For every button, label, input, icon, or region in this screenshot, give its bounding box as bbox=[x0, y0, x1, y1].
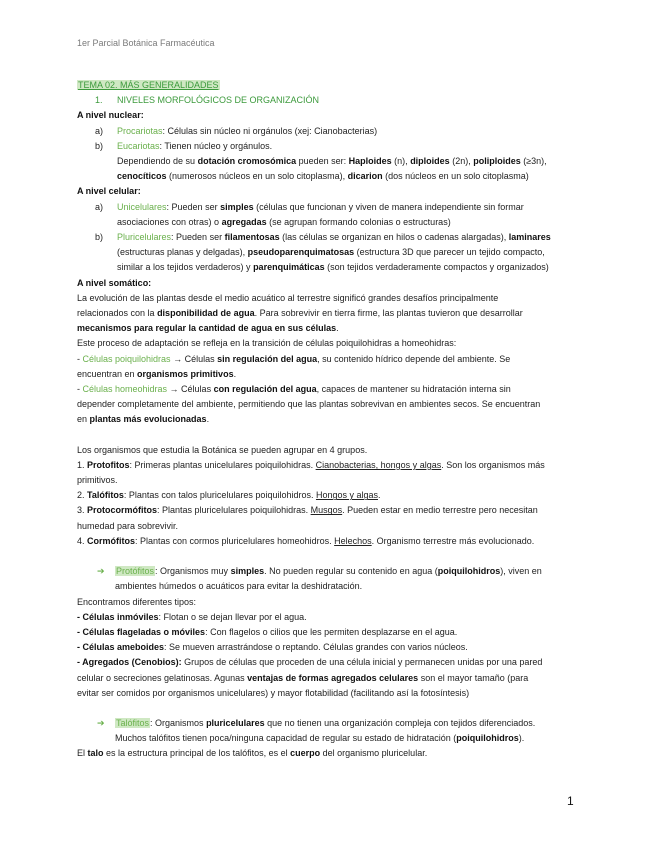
bold-text: poliploides bbox=[473, 156, 521, 167]
text: : Con flagelos o cilios que les permiten desplazarse en el agua. bbox=[205, 626, 458, 637]
bold-text: poiquilohidros bbox=[456, 733, 519, 744]
text: (estructuras planas y delgadas), bbox=[117, 247, 248, 258]
bold-text: con regulación del agua bbox=[213, 384, 317, 395]
text: → Células bbox=[167, 384, 214, 395]
nuclear-item-a bbox=[77, 124, 579, 139]
list-marker: b) bbox=[95, 140, 104, 151]
bold-text: laminares bbox=[508, 232, 551, 243]
somatico-p3-l2 bbox=[77, 367, 579, 382]
nuclear-heading bbox=[77, 108, 579, 123]
somatico-p4-l3 bbox=[77, 412, 579, 427]
text: : Se mueven arrastrándose o reptando. Células grandes con varios núcleos. bbox=[164, 642, 468, 653]
grupo-2 bbox=[77, 488, 579, 503]
list-number: 2. bbox=[77, 490, 88, 501]
bold-text: cuerpo bbox=[290, 748, 321, 759]
bold-text: - Células ameboides bbox=[77, 642, 165, 653]
grupo-4 bbox=[77, 534, 579, 549]
text: (numerosos núcleos en un solo citoplasma), bbox=[166, 171, 348, 182]
document-title: TEMA 02. MÁS GENERALIDADES bbox=[78, 80, 219, 90]
text: : Primeras plantas unicelulares poiquilohidras. bbox=[129, 459, 316, 470]
term-talofitos: Talófitos bbox=[116, 717, 150, 728]
celular-item-b-cont2 bbox=[77, 260, 579, 275]
bold-text: poiquilohidros bbox=[437, 566, 501, 577]
somatico-p2: Este proceso de adaptación se refleja en la transición de células poiquilohidras a homeohidras: bbox=[77, 338, 457, 349]
text: . Organismo terrestre más evolucionado. bbox=[371, 535, 535, 546]
bold-text: agregadas bbox=[221, 216, 267, 227]
underlined-text: Cianobacterias, hongos y algas bbox=[315, 459, 442, 470]
spacer bbox=[77, 549, 579, 564]
text: : Organismos muy bbox=[155, 566, 231, 577]
text: , su contenido hídrico depende del ambiente. Se bbox=[317, 353, 511, 364]
celular-item-a bbox=[77, 200, 579, 215]
bold-text: dotación cromosómica bbox=[197, 156, 297, 167]
arrow-right-icon: ➔ bbox=[97, 717, 105, 728]
text: El bbox=[77, 748, 88, 759]
text: (son tejidos verdaderamente compactos y organizados) bbox=[324, 262, 549, 273]
text: . Para sobrevivir en tierra firme, las plantas tuvieron que desarrollar bbox=[254, 308, 523, 319]
text: : Pueden ser bbox=[166, 201, 221, 212]
bold-text: Protocormófitos bbox=[87, 505, 158, 516]
arrow-right-icon: ➔ bbox=[97, 566, 105, 577]
text: que no tienen una organización compleja con tejidos diferenciados. bbox=[264, 717, 536, 728]
celular-item-b bbox=[77, 230, 579, 245]
tipo-2 bbox=[77, 625, 579, 640]
celular-item-a-cont bbox=[77, 215, 579, 230]
bold-text: mecanismos para regular la cantidad de agua en sus células bbox=[77, 323, 337, 334]
grupo-1-cont: primitivos. bbox=[77, 475, 118, 486]
protofitos-line bbox=[77, 564, 579, 579]
grupo-3-cont: humedad para sobrevivir. bbox=[77, 520, 179, 531]
text: . Pueden estar en medio terrestre pero necesitan bbox=[342, 505, 538, 516]
section-number: 1. bbox=[95, 95, 103, 106]
text: relacionados con la bbox=[77, 308, 158, 319]
bold-text: simples bbox=[220, 201, 254, 212]
section-heading bbox=[77, 93, 579, 108]
talo-definition bbox=[77, 746, 579, 761]
nuclear-item-b bbox=[77, 139, 579, 154]
list-marker: a) bbox=[95, 125, 104, 136]
bold-text: dicarion bbox=[347, 171, 383, 182]
text: del organismo pluricelular. bbox=[320, 748, 428, 759]
text: (células que funcionan y viven de manera independiente sin formar bbox=[253, 201, 524, 212]
celular-heading bbox=[77, 184, 579, 199]
list-marker: b) bbox=[95, 232, 104, 243]
talofitos-cont bbox=[77, 731, 579, 746]
bold-text: pseudoparenquimatosas bbox=[247, 247, 355, 258]
spacer bbox=[77, 701, 579, 716]
text: . bbox=[336, 323, 339, 334]
somatico-p1-l2 bbox=[77, 306, 579, 321]
bold-text: diploides bbox=[410, 156, 450, 167]
somatico-p1-l1: La evolución de las plantas desde el medio acuático al terrestre significó grandes desafíos principalmente bbox=[77, 292, 499, 303]
text: (n), bbox=[391, 156, 411, 167]
bold-text: - Células flageladas o móviles bbox=[77, 626, 206, 637]
text: . bbox=[233, 368, 237, 379]
term-procariotas: Procariotas bbox=[117, 125, 163, 136]
grupo-3 bbox=[77, 503, 579, 518]
nuclear-item-b-cont2 bbox=[77, 169, 579, 184]
text: Dependiendo de su bbox=[117, 156, 198, 167]
grupos-intro: Los organismos que estudia la Botánica se pueden agrupar en 4 grupos. bbox=[77, 444, 368, 455]
somatico-p1-l3 bbox=[77, 321, 579, 336]
bold-text: disponibilidad de agua bbox=[157, 308, 255, 319]
title-line bbox=[77, 78, 579, 93]
text: . Son los organismos más bbox=[441, 459, 545, 470]
list-marker: a) bbox=[95, 201, 104, 212]
nuclear-item-b-cont1 bbox=[77, 154, 579, 169]
bold-text: simples bbox=[230, 566, 265, 577]
section-title: NIVELES MORFOLÓGICOS DE ORGANIZACIÓN bbox=[117, 95, 320, 106]
text: en bbox=[77, 414, 90, 425]
text: : Tienen núcleo y orgánulos. bbox=[159, 140, 273, 151]
text: celular o secreciones gelatinosas. Agunas bbox=[77, 672, 248, 683]
text: → Células bbox=[170, 353, 218, 364]
bold-text: ventajas de formas agregados celulares bbox=[247, 672, 419, 683]
text: (las células se organizan en hilos o cadenas alargadas), bbox=[279, 232, 509, 243]
term-protofitos: Protófitos bbox=[116, 566, 155, 577]
text: : Plantas con cormos pluricelulares homeohidros. bbox=[135, 535, 335, 546]
text: : Células sin núcleo ni orgánulos (xej: Cianobacterias) bbox=[162, 125, 378, 136]
text: : Pueden ser bbox=[171, 232, 225, 243]
somatico-heading-text: A nivel somático: bbox=[77, 277, 152, 288]
text: . bbox=[206, 414, 210, 425]
bold-text: filamentosas bbox=[224, 232, 280, 243]
text: (estructura 3D que parecer un tejido compacto, bbox=[354, 247, 545, 258]
list-number: 3. bbox=[77, 505, 88, 516]
tipos-intro: Encontramos diferentes tipos: bbox=[77, 596, 197, 607]
term-pluricelulares: Pluricelulares bbox=[117, 232, 172, 243]
document-content bbox=[77, 78, 579, 762]
bold-text: Cormófitos bbox=[87, 535, 136, 546]
bold-text: Protofitos bbox=[87, 459, 130, 470]
text: (≥3n), bbox=[520, 156, 547, 167]
term-homeohidras: Células homeohidras bbox=[82, 384, 168, 395]
tipo-4-cont2: evitar ser comidos por organismos unicelulares) y mayor flotabilidad (facilitando así la fotosíntesis) bbox=[77, 687, 470, 698]
text: (dos núcleos en un solo citoplasma) bbox=[382, 171, 529, 182]
bold-text: pluricelulares bbox=[206, 717, 265, 728]
dash: - bbox=[77, 353, 83, 364]
text: pueden ser: bbox=[296, 156, 349, 167]
text: Grupos de células que proceden de una célula inicial y permanecen unidas por una pared bbox=[181, 657, 543, 668]
text: : Plantas pluricelulares poiquilohidras. bbox=[157, 505, 311, 516]
grupo-1 bbox=[77, 458, 579, 473]
text: : Organismos bbox=[150, 717, 207, 728]
text: asociaciones con otras) o bbox=[117, 216, 222, 227]
underlined-text: Hongos y algas bbox=[315, 490, 379, 501]
spacer bbox=[77, 428, 579, 443]
bold-text: organismos primitivos bbox=[137, 368, 234, 379]
text: , capaces de mantener su hidratación interna sin bbox=[316, 384, 511, 395]
text: encuentran en bbox=[77, 368, 138, 379]
nuclear-heading-text: A nivel nuclear: bbox=[77, 110, 144, 121]
bold-text: - Células inmóviles bbox=[77, 611, 159, 622]
bold-text: Talófitos bbox=[87, 490, 124, 501]
underlined-text: Helechos bbox=[334, 535, 372, 546]
text: ). bbox=[518, 733, 525, 744]
text: similar a los tejidos verdaderos) y bbox=[117, 262, 254, 273]
bold-text: cenocíticos bbox=[117, 171, 167, 182]
term-poiquilohidras: Células poiquilohidras bbox=[82, 353, 171, 364]
protofitos-cont: ambientes húmedos o acuáticos para evitar la deshidratación. bbox=[115, 581, 363, 592]
celular-item-b-cont1 bbox=[77, 245, 579, 260]
text: : Plantas con talos pluricelulares poiquilohidros. bbox=[123, 490, 316, 501]
text: . bbox=[378, 490, 381, 501]
tipo-1 bbox=[77, 610, 579, 625]
text: son el mayor tamaño (para bbox=[418, 672, 529, 683]
list-number: 1. bbox=[77, 459, 88, 470]
list-number: 4. bbox=[77, 535, 88, 546]
tipo-3 bbox=[77, 640, 579, 655]
page-number: 1 bbox=[567, 794, 574, 808]
somatico-p3-l1 bbox=[77, 352, 579, 367]
bold-text: parenquimáticas bbox=[253, 262, 325, 273]
bold-text: - Agregados (Cenobios): bbox=[77, 657, 182, 668]
dash: - bbox=[77, 384, 83, 395]
text: : Flotan o se dejan llevar por el agua. bbox=[158, 611, 307, 622]
text: ), viven en bbox=[500, 566, 542, 577]
text: (se agrupan formando colonias o estructuras) bbox=[266, 216, 451, 227]
text: . No pueden regular su contenido en agua ( bbox=[264, 566, 438, 577]
term-eucariotas: Eucariotas bbox=[117, 140, 160, 151]
underlined-text: Musgos bbox=[310, 505, 343, 516]
somatico-heading bbox=[77, 276, 579, 291]
term-unicelulares: Unicelulares bbox=[117, 201, 167, 212]
tipo-4-cont1 bbox=[77, 671, 579, 686]
page-header: 1er Parcial Botánica Farmacéutica bbox=[77, 38, 215, 48]
somatico-p4-l2: depender completamente del ambiente, permitiendo que las plantas sobrevivan en ambientes secos. Se encuentran bbox=[77, 399, 541, 410]
text: es la estructura principal de los talófitos, es el bbox=[103, 748, 291, 759]
bold-text: talo bbox=[87, 748, 104, 759]
bold-text: sin regulación del agua bbox=[217, 353, 318, 364]
talofitos-line bbox=[77, 716, 579, 731]
celular-heading-text: A nivel celular: bbox=[77, 186, 141, 197]
text: Muchos talófitos tienen poca/ninguna capacidad de regular su estado de hidratación ( bbox=[115, 733, 457, 744]
text: (2n), bbox=[449, 156, 474, 167]
bold-text: plantas más evolucionadas bbox=[89, 414, 207, 425]
bold-text: Haploides bbox=[348, 156, 392, 167]
tipo-4 bbox=[77, 655, 579, 670]
somatico-p4-l1 bbox=[77, 382, 579, 397]
